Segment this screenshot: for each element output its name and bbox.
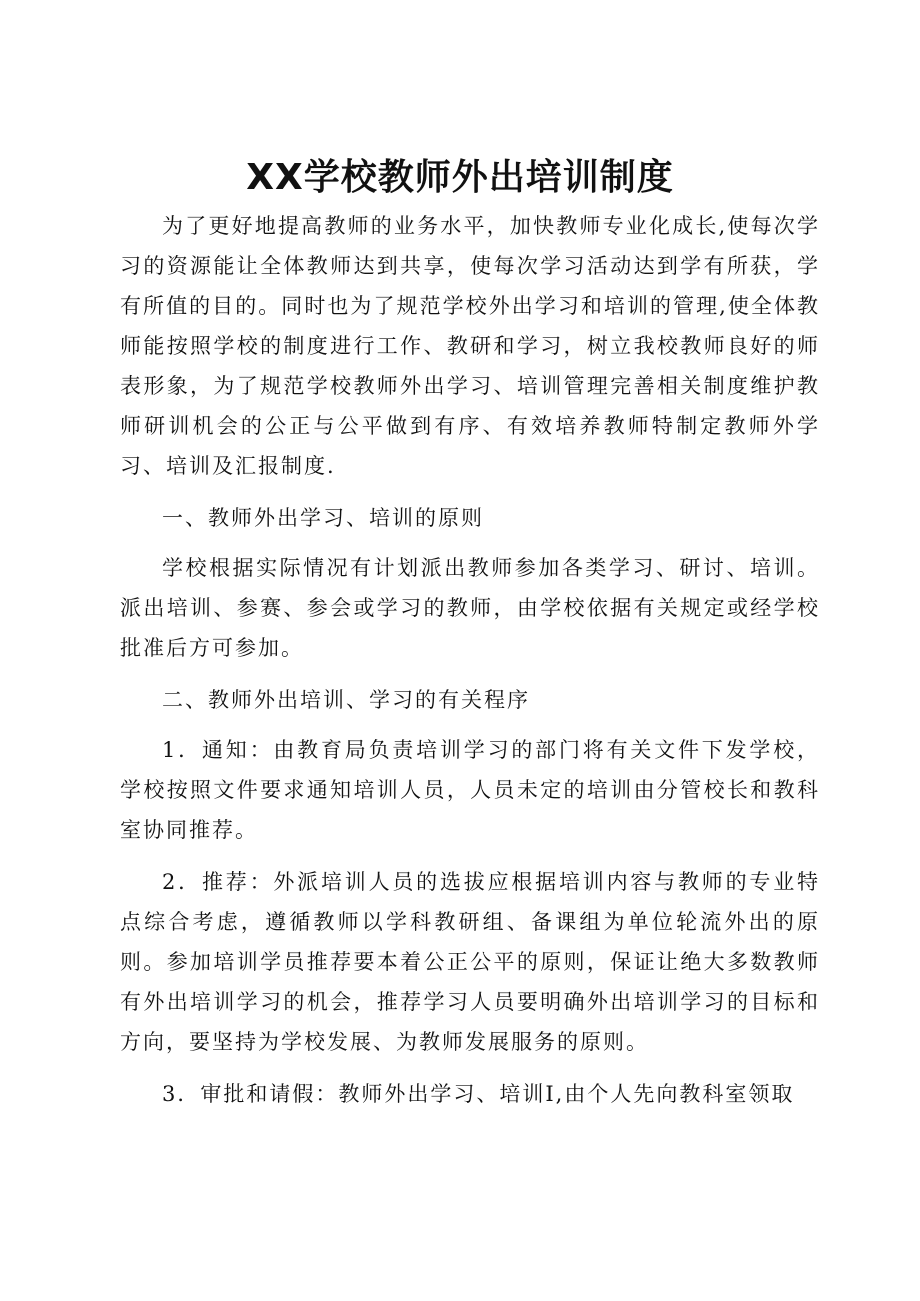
section-heading-procedures: 二、教师外出培训、学习的有关程序 [162,688,530,712]
paragraph-intro: 为了更好地提高教师的业务水平，加快教师专业化成长,使每次学习的资源能让全体教师达到共享，使每次学习活动达到学有所获，学有所值的目的。同时也为了规范学校外出学习和培训的管理,使全体教师能按照学校的制度进行工作、教研和学习，树立我校教师良好的师表形象，为了规范学校教师外出学习、培训管理完善相关制度维护教师研训机会的公正与公平做到有序、有效培养教师特制定教师外学习、培训及汇报制度. [120,214,820,478]
paragraph-principles: 学校根据实际情况有计划派出教师参加各类学习、研讨、培训。派出培训、参赛、参会或学习的教师，由学校依据有关规定或经学校批准后方可参加。 [120,556,820,660]
section-heading-principles: 一、教师外出学习、培训的原则 [162,506,484,530]
paragraph-recommendation: 2．推荐：外派培训人员的选拔应根据培训内容与教师的专业特点综合考虑，遵循教师以学科教研组、备课组为单位轮流外出的原则。参加培训学员推荐要本着公正公平的原则，保证让绝大多数教师有外出培训学习的机会，推荐学习人员要明确外出培训学习的目标和方向，要坚持为学校发展、为教师发展服务的原则。 [120,870,820,1054]
document-body [120,206,820,1126]
paragraph-approval: 3．审批和请假：教师外出学习、培训I,由个人先向教科室领取 [162,1082,795,1106]
paragraph-notice: 1．通知：由教育局负责培训学习的部门将有关文件下发学校，学校按照文件要求通知培训人员，人员未定的培训由分管校长和教科室协同推荐。 [120,738,820,842]
document-title: XX学校教师外出培训制度 [246,157,674,198]
